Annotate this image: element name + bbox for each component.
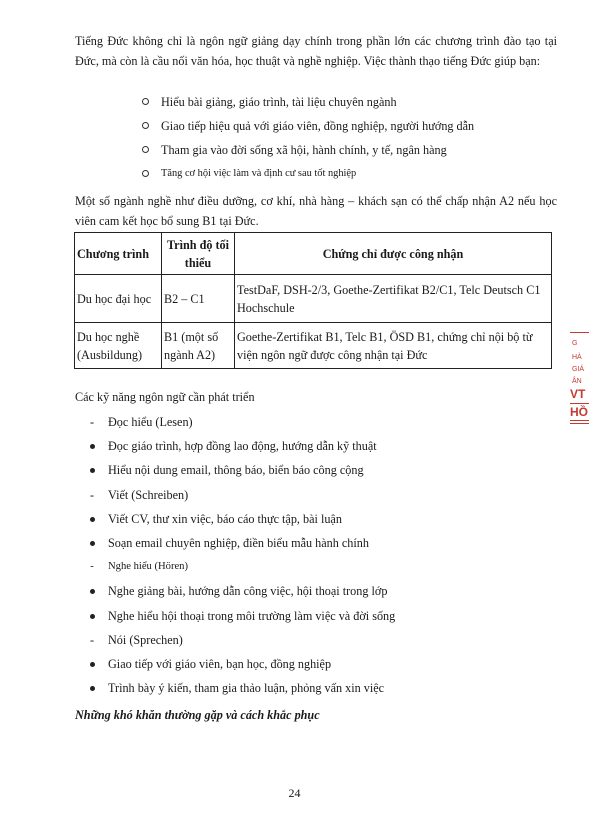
note-paragraph: Một số ngành nghề như điều dưỡng, cơ khí, nhà hàng – khách sạn có thể chấp nhận A2 nếu học viên cam kết học bổ sung B1 tại Đức. (75, 194, 557, 228)
list-item-text: Hiểu nội dung email, thông báo, biển báo công cộng (108, 463, 364, 478)
intro-paragraph: Tiếng Đức không chỉ là ngôn ngữ giảng dạy chính trong phần lớn các chương trình đào tạo tại Đức, mà còn là cầu nối văn hóa, học thuật và nghề nghiệp. Việc thành thạo tiếng Đức giúp bạn: (75, 34, 557, 68)
circle-bullet-icon (142, 170, 149, 177)
page-number: 24 (288, 786, 301, 800)
circle-bullet-icon (142, 98, 149, 105)
stamp-line (570, 403, 589, 404)
table-header-cell: Chứng chỉ được công nhận (235, 233, 552, 275)
list-item-text: Đọc giáo trình, hợp đồng lao động, hướng dẫn kỹ thuật (108, 439, 377, 454)
table-header-row (75, 233, 552, 275)
stamp-line (570, 420, 589, 421)
stamp-fragment (566, 332, 589, 442)
list-item-text: Viết CV, thư xin việc, báo cáo thực tập, bài luận (108, 511, 342, 526)
table-row (75, 323, 552, 369)
dash-marker: - (90, 561, 94, 573)
stamp-line (570, 332, 589, 333)
stamp-text: HÀ (572, 354, 582, 361)
list-item-text: Nghe hiểu (Hören) (108, 561, 189, 573)
table-cell: B1 (một số ngành A2) (162, 323, 235, 369)
bullet-icon (90, 589, 95, 594)
bullet-icon (90, 517, 95, 522)
table-row (75, 275, 552, 323)
bullet-icon (90, 614, 95, 619)
skills-heading: Các kỹ năng ngôn ngữ cần phát triển (75, 390, 255, 404)
table-header-cell: Trình độ tối thiểu (162, 233, 235, 275)
table-cell: B2 – C1 (162, 275, 235, 323)
list-item-text: Viết (Schreiben) (108, 487, 189, 502)
bullet-icon (90, 686, 95, 691)
bullet-icon (90, 662, 95, 667)
circle-bullet-icon (142, 122, 149, 129)
dash-marker: - (89, 487, 95, 502)
bullet-icon (90, 541, 95, 546)
table-cell: Goethe-Zertifikat B1, Telc B1, ÖSD B1, chứng chỉ nội bộ từ viện ngôn ngữ được công nhận tại Đức (235, 323, 552, 369)
table-cell: Du học đại học (75, 275, 162, 323)
document-page: Tiếng Đức không chỉ là ngôn ngữ giảng dạy chính trong phần lớn các chương trình đào tạo tại Đức, mà còn là cầu nối văn hóa, học thuật và nghề nghiệp. Việc thành thạo tiếng Đức giúp bạn: Hiểu bài giảng, giáo trình, tài liệu chuyên ngành Giao tiếp hiệu quả với giáo viên, đồng nghiệp, người hướng dẫn Tham gia vào đời sống xã hội, hành chính, y tế, ngân hàng Tăng cơ hội việc làm và định cư sau tốt nghiệp Một số ngành nghề như điều dưỡng, cơ khí, nhà hàng – khách sạn có thể chấp nhận A2 nếu học viên cam kết học bổ sung B1 tại Đức. Chương trình Trình độ tối thiểu Chứng chỉ được công nhận Du học đại học B2 – C1 TestDaF, DSH-2/3, Goethe-Zertifikat B2/C1, Telc Deutsch C1 Hochschule Du học nghề (Ausbildung) B1 (một số ngành A2) Goethe-Zertifikat B1, Telc B1, ÖSD B1, chứng chỉ nội bộ từ viện ngôn ngữ được công nhận tại Đức Các kỹ năng ngôn ngữ cần phát triển - Đọc hiểu (Lesen) Đọc giáo trình, hợp đồng lao động, hướng dẫn kỹ thuật Hiểu nội dung email, thông báo, biển báo công cộng - Viết (Schreiben) Viết CV, thư xin việc, báo cáo thực tập, bài luận Soạn email chuyên nghiệp, điền biểu mẫu hành chính - Nghe hiểu (Hören) Nghe giảng bài, hướng dẫn công việc, hội thoại trong lớp Nghe hiểu hội thoại trong môi trường làm việc và đời sống - Nói (Sprechen) Giao tiếp với giáo viên, bạn học, đồng nghiệp Trình bày ý kiến, tham gia thảo luận, phỏng vấn xin việc Những khó khăn thường gặp và cách khắc phục 24 G HÀ GIÁ ÂN VT HỒ (0, 0, 589, 832)
stamp-line (570, 423, 589, 424)
list-item-text: Nghe giảng bài, hướng dẫn công việc, hội thoại trong lớp (108, 584, 388, 599)
table-cell: TestDaF, DSH-2/3, Goethe-Zertifikat B2/C1, Telc Deutsch C1 Hochschule (235, 275, 552, 323)
table-header-cell: Chương trình (75, 233, 162, 275)
certificate-table (74, 232, 552, 369)
list-item-text: Đọc hiểu (Lesen) (108, 415, 193, 429)
table-cell: Du học nghề (Ausbildung) (75, 323, 162, 369)
stamp-text: G (572, 340, 578, 347)
stamp-text: GIÁ (572, 366, 585, 373)
dash-marker: - (89, 632, 95, 647)
stamp-text: ÂN (572, 378, 582, 385)
circle-bullet-icon (142, 146, 149, 153)
list-item-text: Trình bày ý kiến, tham gia thảo luận, phỏng vấn xin việc (108, 681, 385, 696)
list-item-text: Soạn email chuyên nghiệp, điền biểu mẫu hành chính (108, 535, 369, 550)
list-item-text: Nghe hiểu hội thoại trong môi trường làm việc và đời sống (108, 608, 396, 623)
stamp-text: HỒ (570, 405, 588, 419)
list-item-text: Nói (Sprechen) (108, 632, 183, 647)
section-heading: Những khó khăn thường gặp và cách khắc phục (75, 708, 320, 722)
list-item-text: Giao tiếp với giáo viên, bạn học, đồng nghiệp (108, 656, 332, 671)
bullet-icon (90, 468, 95, 473)
bullet-icon (90, 444, 95, 449)
stamp-text: VT (570, 387, 586, 401)
dash-marker: - (89, 415, 95, 429)
